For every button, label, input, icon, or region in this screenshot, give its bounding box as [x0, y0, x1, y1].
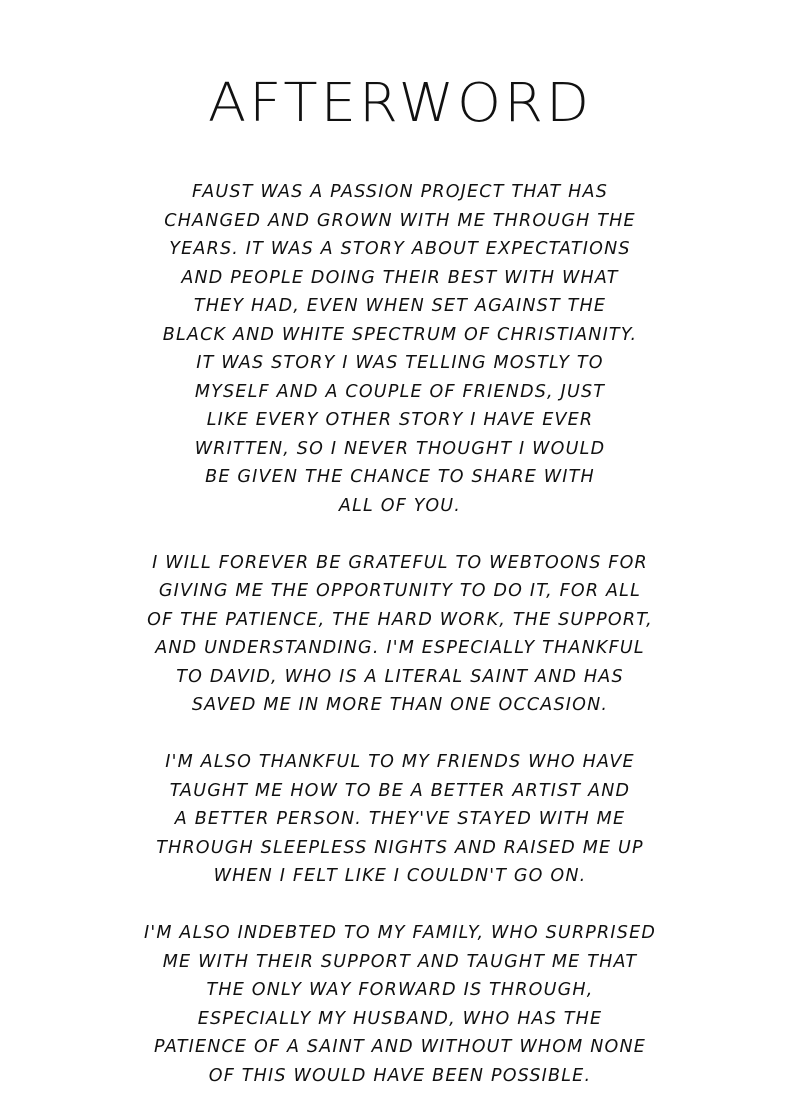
text-line: SAVED ME IN MORE THAN ONE OCCASION.: [191, 695, 609, 715]
text-line: TAUGHT ME HOW TO BE A BETTER ARTIST AND: [169, 780, 631, 801]
text-line: AND UNDERSTANDING. I'M ESPECIALLY THANKFUL: [155, 638, 645, 658]
text-line: BE GIVEN THE CHANCE TO SHARE WITH: [205, 467, 595, 487]
afterword-body: [100, 178, 700, 1119]
paragraph-2: [100, 549, 700, 720]
paragraph-1: [100, 178, 700, 520]
text-line: CHANGED AND GROWN WITH ME THROUGH THE: [164, 210, 636, 231]
text-line: I WILL FOREVER BE GRATEFUL TO WEBTOONS FOR: [152, 552, 648, 573]
text-line: BLACK AND WHITE SPECTRUM OF CHRISTIANITY.: [162, 324, 638, 345]
page-title: AFTERWORD: [207, 72, 593, 135]
text-line: THE ONLY WAY FORWARD IS THROUGH,: [206, 980, 594, 1000]
text-line: I'M ALSO THANKFUL TO MY FRIENDS WHO HAVE: [165, 752, 635, 772]
text-line: OF THIS WOULD HAVE BEEN POSSIBLE.: [208, 1065, 592, 1086]
text-line: ESPECIALLY MY HUSBAND, WHO HAS THE: [197, 1008, 603, 1029]
text-line: IT WAS STORY I WAS TELLING MOSTLY TO: [196, 353, 604, 373]
text-line: LIKE EVERY OTHER STORY I HAVE EVER: [206, 410, 594, 430]
text-line: WHEN I FELT LIKE I COULDN'T GO ON.: [213, 866, 587, 886]
text-line: THEY HAD, EVEN WHEN SET AGAINST THE: [193, 296, 607, 316]
paragraph-3: [100, 748, 700, 891]
text-line: MYSELF AND A COUPLE OF FRIENDS, JUST: [194, 381, 606, 402]
text-line: PATIENCE OF A SAINT AND WITHOUT WHOM NONE: [153, 1037, 647, 1057]
text-line: YEARS. IT WAS A STORY ABOUT EXPECTATIONS: [169, 239, 631, 259]
text-line: A BETTER PERSON. THEY'VE STAYED WITH ME: [174, 809, 626, 829]
text-line: TO DAVID, WHO IS A LITERAL SAINT AND HAS: [176, 666, 624, 687]
text-line: THROUGH SLEEPLESS NIGHTS AND RAISED ME UP: [156, 837, 644, 858]
text-line: WRITTEN, SO I NEVER THOUGHT I WOULD: [194, 438, 606, 459]
text-line: I'M ALSO INDEBTED TO MY FAMILY, WHO SURPRISED: [143, 923, 657, 943]
text-line: ME WITH THEIR SUPPORT AND TAUGHT ME THAT: [162, 951, 638, 972]
text-line: OF THE PATIENCE, THE HARD WORK, THE SUPPORT,: [147, 609, 653, 630]
text-line: AND PEOPLE DOING THEIR BEST WITH WHAT: [181, 267, 619, 288]
text-line: GIVING ME THE OPPORTUNITY TO DO IT, FOR ALL: [158, 581, 642, 601]
text-line: ALL OF YOU.: [338, 495, 462, 516]
paragraph-4: [100, 919, 700, 1090]
text-line: FAUST WAS A PASSION PROJECT THAT HAS: [191, 182, 609, 202]
